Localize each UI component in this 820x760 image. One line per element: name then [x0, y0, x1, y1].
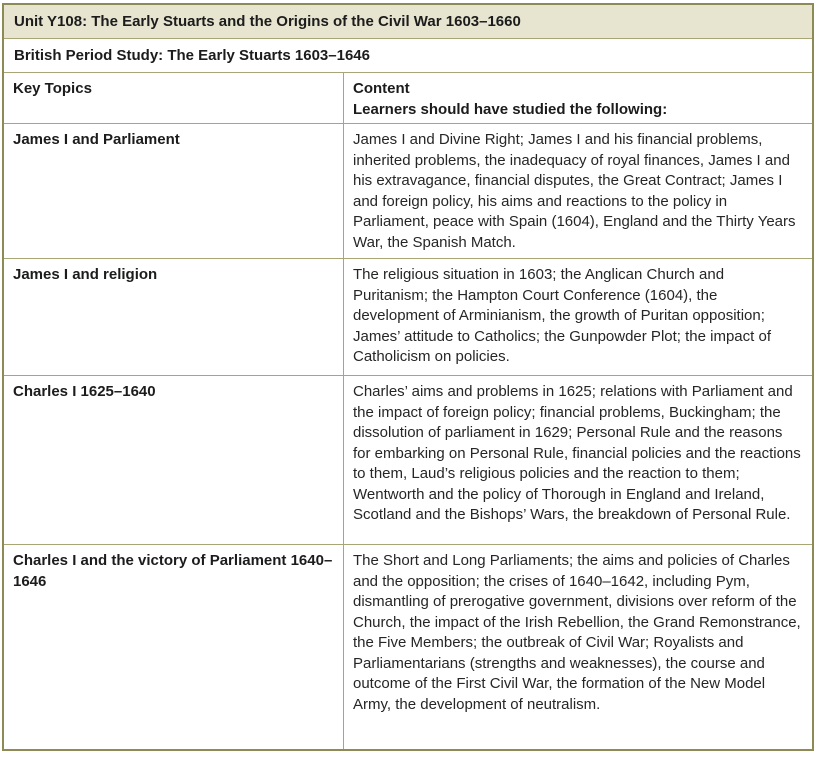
content-text: Charles’ aims and problems in 1625; relations with Parliament and the impact of foreign policy; financial problems, Buckingham; the dissolution of parliament in 1629; Personal Rule and the reasons for embarking on Personal Rule, financial policies and the reactions to them, Laud’s religious policies and the reaction to them; Wentworth and the policy of Thorough in England and Ireland, Scotland and the Bishops’ Wars, the breakdown of Personal Rule.: [353, 383, 801, 523]
period-study-subtitle: British Period Study: The Early Stuarts 1603–1646: [14, 47, 370, 64]
column-header-row: [4, 73, 812, 124]
table-row: [4, 545, 812, 749]
key-topics-header: Key Topics: [13, 80, 92, 97]
content-header: Content: [353, 80, 410, 97]
topic-label: James I and religion: [13, 266, 158, 283]
topic-label: Charles I and the victory of Parliament 1640–1646: [13, 552, 333, 590]
topic-cell: [4, 259, 344, 375]
topic-cell: [4, 376, 344, 544]
unit-title: Unit Y108: The Early Stuarts and the Origins of the Civil War 1603–1660: [14, 13, 521, 30]
table-row: [4, 376, 812, 545]
table-row: [4, 124, 812, 259]
content-cell: [344, 124, 812, 258]
topic-label: Charles I 1625–1640: [13, 383, 156, 400]
unit-content-table: [2, 3, 814, 751]
content-text: James I and Divine Right; James I and his financial problems, inherited problems, the inadequacy of royal finances, James I and his extravagance, financial disputes, the Great Contract; James I and foreign policy, his aims and reactions to the policy in Parliament, peace with Spain (1604), England and the Thirty Years War, the Spanish Match.: [353, 131, 796, 251]
content-cell: [344, 545, 812, 749]
content-cell: [344, 376, 812, 544]
table-row: [4, 259, 812, 376]
content-text: The Short and Long Parliaments; the aims and policies of Charles and the opposition; the crises of 1640–1642, including Pym, dismantling of prerogative government, divisions over reform of the Church, the impact of the Irish Rebellion, the Grand Remonstrance, the Five Members; the outbreak of Civil War; Royalists and Parliamentarians (strengths and weaknesses), the course and outcome of the First Civil War, the formation of the New Model Army, the development of neutralism.: [353, 552, 801, 713]
content-subheader: Learners should have studied the following:: [353, 100, 668, 118]
topic-cell: [4, 124, 344, 258]
period-study-subtitle-bar: [4, 39, 812, 73]
content-header-cell: [344, 73, 812, 123]
topic-cell: [4, 545, 344, 749]
key-topics-header-cell: [4, 73, 344, 123]
content-text: The religious situation in 1603; the Anglican Church and Puritanism; the Hampton Court Conference (1604), the development of Arminianism, the growth of Puritan opposition; James’ attitude to Catholics; the Gunpowder Plot; the impact of Catholicism on policies.: [353, 266, 771, 365]
unit-title-bar: [4, 5, 812, 39]
content-cell: [344, 259, 812, 375]
topic-label: James I and Parliament: [13, 131, 180, 148]
